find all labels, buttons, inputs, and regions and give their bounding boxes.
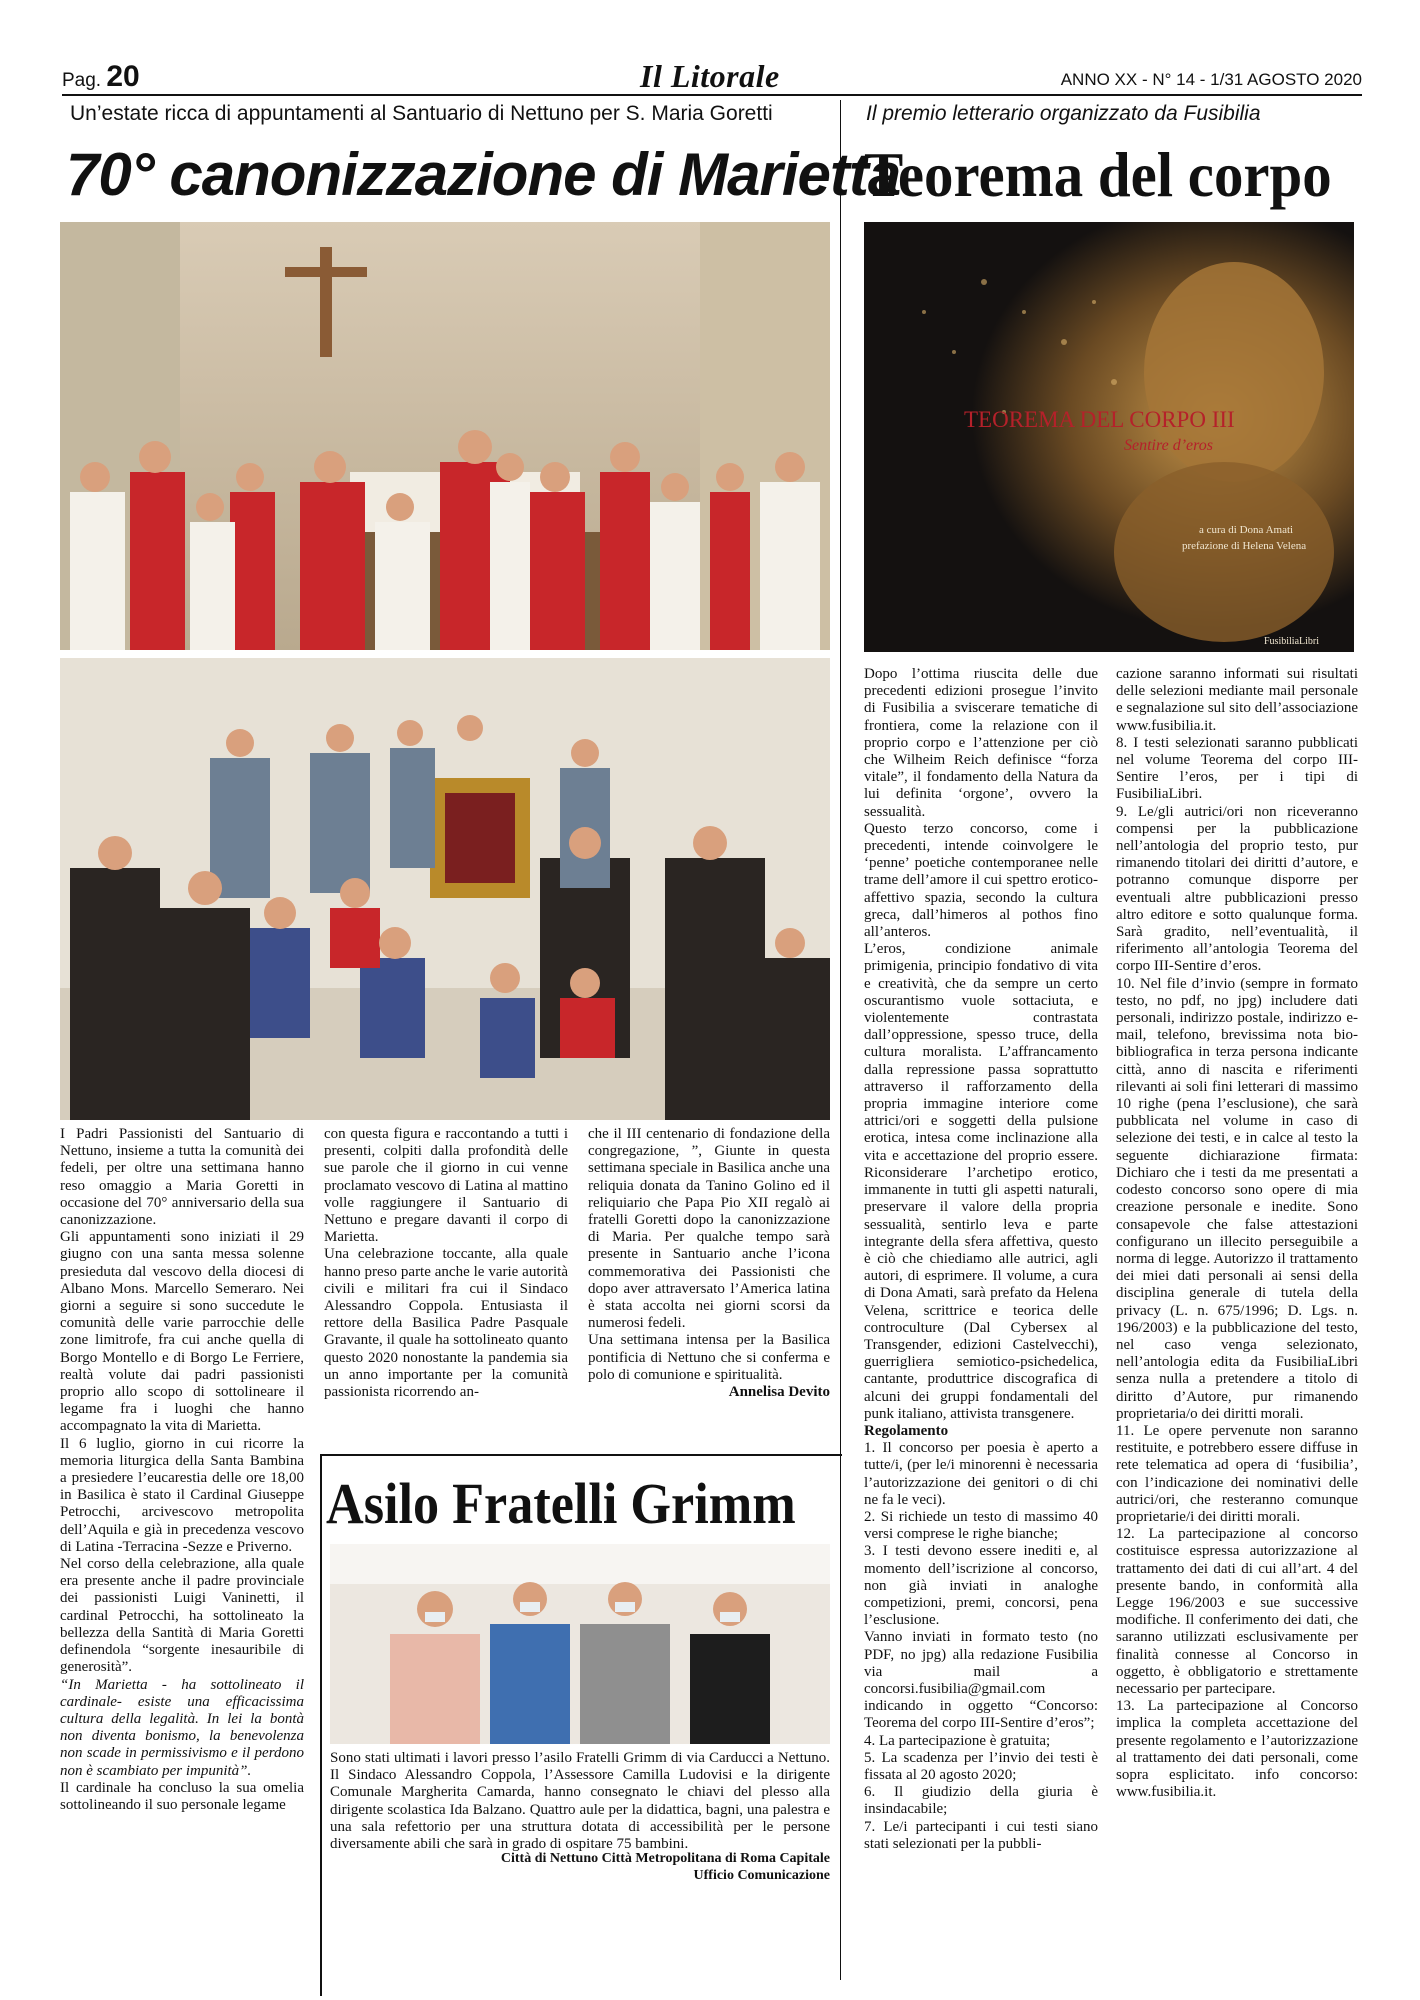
right-kicker: Il premio letterario organizzato da Fusibilia xyxy=(866,102,1261,125)
rule-item: 8. I testi selezionati saranno pubblicati nel volume Teorema del corpo III-Sentire l’eros, per i tipi di FusibiliaLibri. xyxy=(1116,734,1358,803)
cover-preface: prefazione di Helena Velena xyxy=(1182,540,1307,552)
left-article-column-3 xyxy=(588,1126,830,1401)
rule-item: 7. Le/i partecipanti i cui testi siano stati selezionati per la pubbli- xyxy=(864,1818,1098,1852)
rule-item: 5. La scadenza per l’invio dei testi è fissata al 20 agosto 2020; xyxy=(864,1749,1098,1783)
left-kicker: Un’estate ricca di appuntamenti al Santuario di Nettuno per S. Maria Goretti xyxy=(70,102,773,125)
paragraph: Dopo l’ottima riuscita delle due precedenti edizioni prosegue l’invito di Fusibilia a sviscerare tematiche di frontiera, come la relazione con il proprio corpo e l’attenzione per ciò che Wilheim Reich definisce “forza vitale”, il fondamento della Natura da lui definita ‘orgone’, ovvero la sessualità. xyxy=(864,666,1098,820)
photo-group-image xyxy=(60,658,830,1120)
page-number xyxy=(62,60,140,94)
cover-publisher: FusibiliaLibri xyxy=(1264,636,1319,647)
right-article-column-2 xyxy=(1116,666,1358,1801)
photo-group xyxy=(60,658,830,1120)
quote: “In Marietta - ha sottolineato il cardinale- esiste una efficacissima cultura della legalità. In lei la bontà non diventa bonismo, la benevolenza non scade in permissivismo e il perdono non è scambiato per impunità”. xyxy=(60,1676,304,1779)
paragraph: con questa figura e raccontando a tutti i presenti, colpiti dalla profondità delle sue parole che il giorno in cui venne proclamato vescovo di Latina al mattino volle raggiungere il Santuario di Nettuno e pregare davanti il corpo di Marietta. xyxy=(324,1126,568,1246)
credit-line: Ufficio Comunicazione xyxy=(693,1868,830,1883)
page-number-value: 20 xyxy=(106,60,140,93)
cover-title: TEOREMA DEL CORPO III xyxy=(964,407,1235,432)
paragraph: Una settimana intensa per la Basilica pontificia di Nettuno che si conferma e polo di comunione e spiritualità. xyxy=(588,1332,830,1383)
cover-curator: a cura di Dona Amati xyxy=(1199,524,1294,536)
book-cover xyxy=(864,222,1354,652)
paragraph: I Padri Passionisti del Santuario di Nettuno, insieme a tutta la comunità dei fedeli, per oltre una settimana hanno reso omaggio a Maria Goretti in occasione del 70° anniversario della sua canonizzazione. xyxy=(60,1126,304,1229)
rule-item: 4. La partecipazione è gratuita; xyxy=(864,1732,1051,1749)
rule-item: 13. La partecipazione al Concorso implica la completa accettazione del presente regolamento e l’autorizzazione al trattamento dei dati personali, come sopra esplicitato. info concorso: www.fusibilia.it. xyxy=(1116,1698,1358,1801)
paragraph: Il 6 luglio, giorno in cui ricorre la memoria liturgica della Santa Bambina a presiedere l’eucarestia delle ore 18,00 in Basilica è stato il Cardinal Giuseppe Petrocchi, arcivescovo metropolita dell’Aquila e già in precedenza vescovo di Latina -Terracina -Sezze e Priverno. xyxy=(60,1435,304,1555)
photo-celebration xyxy=(60,222,830,650)
rule-item: 12. La partecipazione al concorso costituisce espressa autorizzazione al trattamento dei dati di cui all’art. 4 del presente bando, in conformità alla Legge 196/2003 e sue successive modifiche. Il conferimento dei dati, che saranno utilizzati esclusivamente per finalità connesse al Concorso in oggetto, è obbligatorio e strettamente necessario per partecipare. xyxy=(1116,1526,1358,1697)
paragraph: che il III centenario di fondazione della congregazione, ”, Giunte in questa settimana speciale in Basilica anche una reliquia donata da Tanino Golino ed il reliquiario che Papa Pio XII regalò ai fratelli Goretti dopo la canonizzazione di Maria. Per qualche tempo sarà presente in Santuario anche l’icona commemorativa dei Passionisti che dopo aver attraversato l’America latina è stata accolta nei giorni scorsi da numerosi fedeli. xyxy=(588,1126,830,1332)
photo-celebration-image xyxy=(60,222,830,650)
rule-item: 1. Il concorso per poesia è aperto a tutte/i, (per le/i minorenni è necessaria l’autorizzazione dei genitori o di chi ne fa le veci). xyxy=(864,1440,1098,1508)
book-cover-image xyxy=(864,222,1354,652)
asilo-credit xyxy=(330,1850,830,1884)
rule-item: 10. Nel file d’invio (sempre in formato testo, no pdf, no jpg) includere dati personali, indirizzo postale, indirizzo e-mail, telefono, brevissima nota bio-bibliografica in terza persona indicante città, anno di nascita e riferimenti rilevanti ai soli fini letterari di massimo 10 righe (pena l’esclusione), che sarà pubblicata nel volume in caso di selezione dei testi, e in calce al testo la seguente dichiarazione firmata: Dichiaro che i testi da me presentati a codesto concorso sono opere di mia creazione personale e inedite. Sono consapevole che false attestazioni configurano un illecito perseguibile a norma di legge. Autorizzo il trattamento dei miei dati personali ai sensi della disciplina generale di tutela della privacy (L. n. 675/1996; D. Lgs. n. 196/2003) e la pubblicazione del testo, nel caso venga selezionato, nell’antologia edita da FusibiliaLibri senza nulla a pretendere a titolo di diritto d’Autore, pur rimanendo proprietaria/o dei diritti morali. xyxy=(1116,975,1358,1422)
page-label: Pag. xyxy=(62,70,102,91)
right-article-column-1 xyxy=(864,666,1098,1853)
photo-asilo xyxy=(330,1544,830,1744)
rule-item: 2. Si richiede un testo di massimo 40 versi comprese le righe bianche; xyxy=(864,1508,1098,1543)
asilo-body: Sono stati ultimati i lavori presso l’asilo Fratelli Grimm di via Carducci a Nettuno. Il Sindaco Alessandro Coppola, l’Assessore Camilla Ludovisi e la dirigente Comunale Margherita Camarda, hanno consegnato le chiavi del plesso alla dirigente scolastica Ida Balzano. Quattro aule per la didattica, bagni, una palestra e una sala refettorio per una struttura dotata di accessibilità per le persone diversamente abili che sarà in grado di ospitare 75 bambini. xyxy=(330,1750,830,1853)
right-headline: Teorema del corpo xyxy=(864,139,1332,210)
rule-item: cazione saranno informati sui risultati delle selezioni mediante mail personale e segnalazione sul sito dell’associazione www.fusibilia.it. xyxy=(1116,666,1358,734)
paragraph: Nel corso della celebrazione, alla quale era presente anche il padre provinciale dei passionisti Luigi Vaninetti, il cardinal Petrocchi, ha sottolineato la bellezza della Santità di Maria Goretti definendola “sorgente inesauribile di generosità”. xyxy=(60,1556,304,1676)
issue-info: ANNO XX - N° 14 - 1/31 AGOSTO 2020 xyxy=(1060,70,1362,89)
paragraph: Il cardinale ha concluso la sua omelia sottolineando il suo personale legame xyxy=(60,1779,304,1813)
paragraph: Una celebrazione toccante, alla quale hanno preso parte anche le varie autorità civili e militari fra cui il Sindaco Alessandro Coppola. Entusiasta il rettore della Basilica Padre Pasquale Gravante, il quale ha sottolineato quanto questo 2020 nonostante la pandemia sia un anno importante per la comunità passionista ricorrendo an- xyxy=(324,1246,568,1401)
masthead: Il Litorale xyxy=(640,58,780,94)
rules-heading: Regolamento xyxy=(864,1422,949,1439)
left-article-column-2 xyxy=(324,1126,568,1401)
rule-item: Vanno inviati in formato testo (no PDF, no jpg) alla redazione Fusibilia via mail a concorsi.fusibilia@gmail.com indicando in oggetto “Concorso: Teorema del corpo III-Sentire d’eros”; xyxy=(864,1629,1098,1732)
header-rule xyxy=(62,94,1362,96)
paragraph: Questo terzo concorso, come i precedenti, intende coinvolgere le ‘penne’ poetiche contemporanee nelle trame dell’amore il cui spettro erotico-affettivo spazia, secondo la cultura greca, dall’himeros al pothos fino all’anteros. xyxy=(864,820,1098,941)
rule-item: 9. Le/gli autrici/ori non riceveranno compensi per la pubblicazione nell’antologia del proprio testo, pur rimanendo titolari dei diritti d’autore, e potranno comunque disporre per eventuali altre pubblicazioni presso altro editore e sotto qualunque forma. Sarà gradito, nell’eventualità, il riferimento all’antologia Teorema del corpo III-Sentire d’eros. xyxy=(1116,803,1358,975)
photo-asilo-image xyxy=(330,1544,830,1744)
cover-subtitle: Sentire d’eros xyxy=(1124,437,1214,454)
rule-item: 3. I testi devono essere inediti e, al momento dell’iscrizione al concorso, non già inviati in analoghe competizioni, premi, concorsi, pena l’esclusione. xyxy=(864,1543,1098,1629)
left-headline: 70° canonizzazione di Marietta xyxy=(66,141,901,208)
rule-item: 6. Il giudizio della giuria è insindacabile; xyxy=(864,1784,1098,1818)
asilo-headline: Asilo Fratelli Grimm xyxy=(326,1471,796,1536)
paragraph: L’eros, condizione animale primigenia, principio fondativo di vita e creatività, che da sempre un certo oscurantismo vuole sottaciuta, e violentemente contrastata dall’oppressione, spesso truce, della cultura moralista. L’affrancamento dalla repressione passa soprattutto attraverso il rafforzamento della propria immagine interiore come attrici/ori e soggetti della pulsione erotica, intesa come inclinazione alla vita e accettazione del proprio essere. Riconsiderare l’archetipo erotico, immanente in tutti gli aspetti naturali, preservare il valore della propria sessualità, sentirlo leva e parte integrante della sfera affettiva, questo è ciò che chiediamo alle autrici, agli autori, di esprimere. Il volume, a cura di Dona Amati, sarà prefato da Helena Velena, scrittrice e teorica delle controculture (Dal Cybersex al Transgender, edizioni Castelvecchi), guerrigliera semiotico-psichedelica, cantante, produttrice discografica di alcuni dei gruppi fondamentali del punk italiano, attivista transgenere. xyxy=(864,941,1098,1422)
left-article-column-1 xyxy=(60,1126,304,1814)
author-signature: Annelisa Devito xyxy=(728,1384,830,1401)
paragraph: Gli appuntamenti sono iniziati il 29 giugno con una santa messa solenne presieduta dal vescovo della diocesi di Albano Mons. Marcello Semeraro. Nei giorni a seguire si sono succedute le comunità delle varie parrocchie delle zone limitrofe, fra cui anche quella di Borgo Montello e di Borgo Le Ferriere, realtà volute dai padri passionisti proprio allo scopo di sottolineare il legame fra i luoghi che hanno accompagnato la vita di Marietta. xyxy=(60,1229,304,1435)
rule-item: 11. Le opere pervenute non saranno restituite, e potrebbero essere diffuse in rete telematica ad opera di ‘fusibilia’, con l’indicazione dei nominativi delle autrici/ori, che resteranno comunque proprietarie/i dei diritti morali. xyxy=(1116,1422,1358,1525)
credit-line: Città di Nettuno Città Metropolitana di Roma Capitale xyxy=(500,1851,830,1866)
